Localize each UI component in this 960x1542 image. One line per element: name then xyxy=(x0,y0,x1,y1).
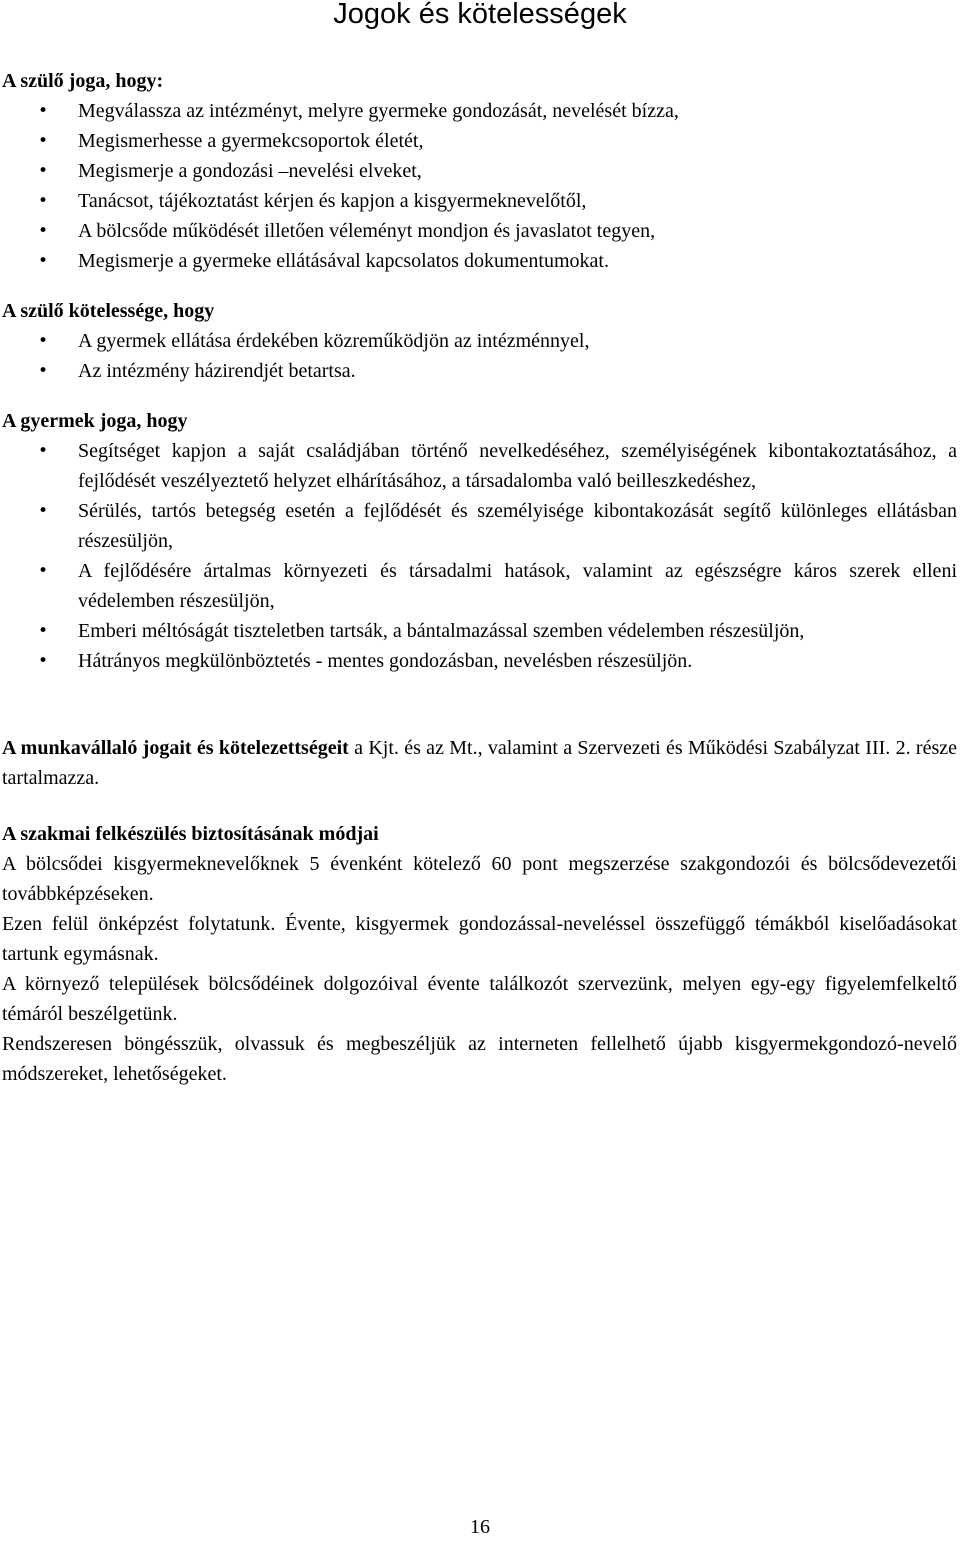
training-paragraph: Ezen felül önképzést folytatunk. Évente, kisgyermek gondozással-neveléssel összefüggő témákból kiselőadásokat tartunk egymásnak. xyxy=(2,913,957,965)
list-item: • Sérülés, tartós betegség esetén a fejlődését és személyisége kibontakozását segítő különleges ellátásban részesüljön, xyxy=(2,496,957,556)
list-item: • Emberi méltóságát tiszteletben tartsák, a bántalmazással szemben védelemben részesüljön, xyxy=(2,616,957,646)
list-item: • Segítséget kapjon a saját családjában történő nevelkedéséhez, személyiségének kibontakoztatásához, a fejlődését veszélyeztető helyzet elhárításához, a társadalomba való beilleszkedéshez, xyxy=(2,436,957,496)
employee-bold-text: A munkavállaló jogait és kötelezettségeit xyxy=(2,737,349,759)
list-item: • A fejlődésére ártalmas környezeti és társadalmi hatások, valamint az egészségre káros szerek elleni védelemben részesüljön, xyxy=(2,556,957,616)
list-item: • A gyermek ellátása érdekében közreműködjön az intézménnyel, xyxy=(2,326,957,356)
list-item: • Tanácsot, tájékoztatást kérjen és kapjon a kisgyermeknevelőtől, xyxy=(2,186,957,216)
parent-rights-list xyxy=(2,96,957,276)
training-paragraph: A környező települések bölcsődéinek dolgozóival évente találkozót szervezünk, melyen egy-egy figyelemfelkeltő témáról beszélgetünk. xyxy=(2,973,957,1025)
training-paragraph: A bölcsődei kisgyermeknevelőknek 5 évenként kötelező 60 pont megszerzése szakgondozói és bölcsődevezetői továbbképzéseken. xyxy=(2,853,957,905)
child-rights-heading: A gyermek joga, hogy xyxy=(2,410,188,432)
list-item: • Megismerje a gyermeke ellátásával kapcsolatos dokumentumokat. xyxy=(2,246,957,276)
list-item: • Megválassza az intézményt, melyre gyermeke gondozását, nevelését bízza, xyxy=(2,96,957,126)
page-number: 16 xyxy=(470,1516,490,1538)
list-item: • Az intézmény házirendjét betartsa. xyxy=(2,356,957,386)
list-item: • Hátrányos megkülönböztetés - mentes gondozásban, nevelésben részesüljön. xyxy=(2,646,957,676)
list-item: • A bölcsőde működését illetően véleményt mondjon és javaslatot tegyen, xyxy=(2,216,957,246)
parent-duties-list xyxy=(2,326,957,386)
parent-rights-heading: A szülő joga, hogy: xyxy=(2,70,164,92)
employee-rest-text: a Kjt. és az Mt., valamint a Szervezeti és Működési Szabályzat III. 2. része tartalmazza. xyxy=(2,737,957,789)
child-rights-list xyxy=(2,436,957,676)
list-item: • Megismerhesse a gyermekcsoportok életét, xyxy=(2,126,957,156)
page-title: Jogok és kötelességek xyxy=(333,0,627,30)
parent-duties-heading: A szülő kötelessége, hogy xyxy=(2,300,215,322)
employee-paragraph xyxy=(2,733,957,793)
training-paragraph: Rendszeresen böngésszük, olvassuk és megbeszéljük az interneten fellelhető újabb kisgyermekgondozó-nevelő módszereket, lehetőségeket. xyxy=(2,1033,957,1085)
training-heading: A szakmai felkészülés biztosításának módjai xyxy=(2,823,379,845)
list-item: • Megismerje a gondozási –nevelési elveket, xyxy=(2,156,957,186)
document-body xyxy=(2,66,957,1089)
